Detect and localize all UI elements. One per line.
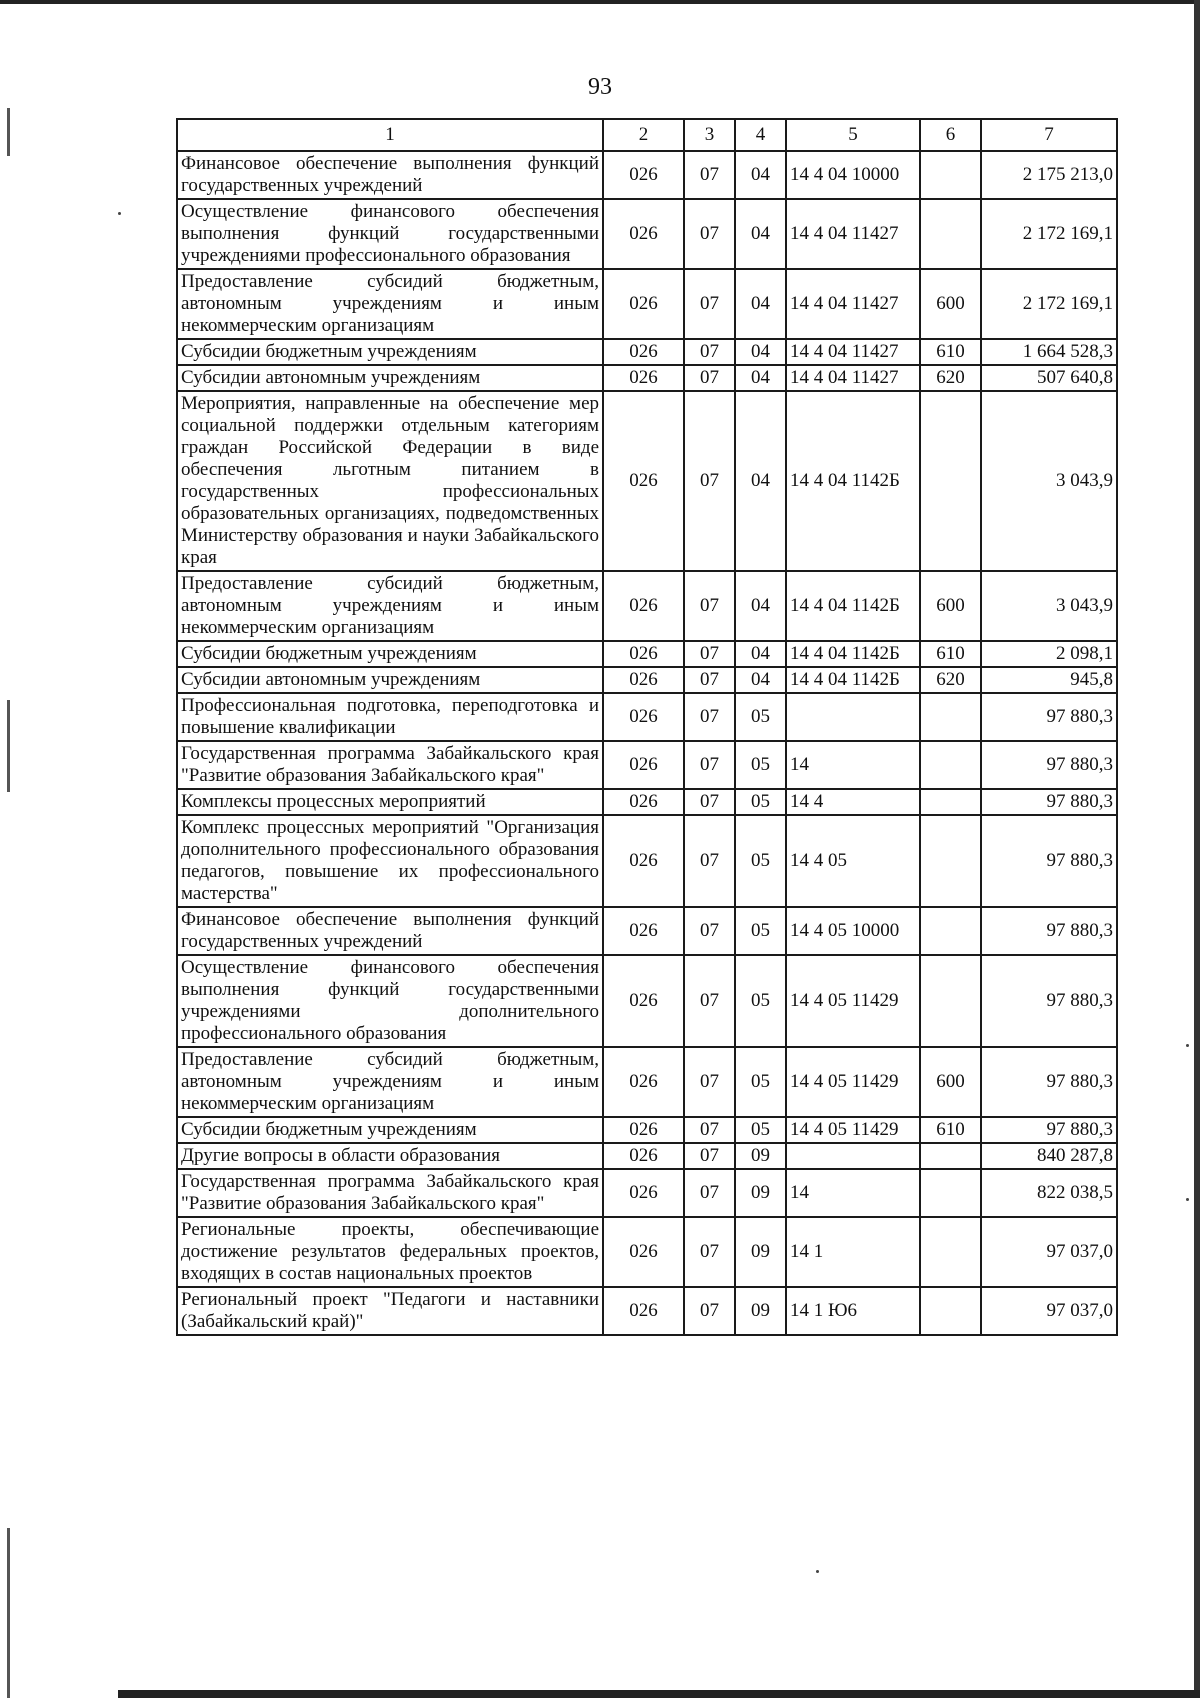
table-row	[177, 955, 1117, 1047]
row-section-code: 07	[684, 1217, 735, 1287]
row-expense-type: 600	[920, 571, 981, 641]
row-subsection-code: 04	[735, 199, 786, 269]
row-grbs-code: 026	[603, 571, 684, 641]
column-header: 7	[981, 119, 1117, 151]
row-grbs-code: 026	[603, 667, 684, 693]
page-number: 93	[588, 74, 612, 100]
scan-border-right	[1194, 0, 1200, 1698]
row-amount: 97 880,3	[981, 907, 1117, 955]
table-row	[177, 1169, 1117, 1217]
column-header: 1	[177, 119, 603, 151]
row-subsection-code: 04	[735, 571, 786, 641]
row-expense-type	[920, 741, 981, 789]
row-section-code: 07	[684, 1287, 735, 1335]
row-grbs-code: 026	[603, 789, 684, 815]
table-row	[177, 1143, 1117, 1169]
scan-border-top	[0, 0, 1200, 4]
table-row	[177, 907, 1117, 955]
row-section-code: 07	[684, 789, 735, 815]
table-row	[177, 199, 1117, 269]
row-name: Комплекс процессных мероприятий "Организация дополнительного профессионального образования педагогов, повышение их профессионального мастерства"	[177, 815, 603, 907]
row-expense-type	[920, 1217, 981, 1287]
row-target-article: 14 4 04 11427	[786, 199, 920, 269]
table-row	[177, 269, 1117, 339]
row-grbs-code: 026	[603, 907, 684, 955]
row-name: Государственная программа Забайкальского края "Развитие образования Забайкальского края"	[177, 741, 603, 789]
table-row	[177, 1047, 1117, 1117]
row-expense-type	[920, 151, 981, 199]
scan-mark	[7, 1528, 10, 1698]
row-grbs-code: 026	[603, 815, 684, 907]
table-row	[177, 391, 1117, 571]
table-row	[177, 1287, 1117, 1335]
row-grbs-code: 026	[603, 1287, 684, 1335]
column-header: 3	[684, 119, 735, 151]
row-amount: 822 038,5	[981, 1169, 1117, 1217]
row-target-article: 14 4 04 11427	[786, 365, 920, 391]
row-target-article: 14 4 04 1142Б	[786, 667, 920, 693]
row-amount: 97 880,3	[981, 693, 1117, 741]
row-target-article: 14 4 05	[786, 815, 920, 907]
row-amount: 97 037,0	[981, 1217, 1117, 1287]
row-amount: 2 172 169,1	[981, 269, 1117, 339]
scan-mark	[7, 108, 10, 156]
row-grbs-code: 026	[603, 693, 684, 741]
row-section-code: 07	[684, 199, 735, 269]
row-expense-type	[920, 955, 981, 1047]
scan-border-bottom	[118, 1690, 1200, 1698]
row-name: Субсидии автономным учреждениям	[177, 667, 603, 693]
row-section-code: 07	[684, 955, 735, 1047]
row-subsection-code: 04	[735, 391, 786, 571]
row-grbs-code: 026	[603, 1047, 684, 1117]
row-name: Другие вопросы в области образования	[177, 1143, 603, 1169]
row-expense-type: 620	[920, 667, 981, 693]
row-section-code: 07	[684, 815, 735, 907]
row-name: Финансовое обеспечение выполнения функций государственных учреждений	[177, 151, 603, 199]
row-name: Предоставление субсидий бюджетным, автономным учреждениям и иным некоммерческим организациям	[177, 1047, 603, 1117]
row-amount: 2 175 213,0	[981, 151, 1117, 199]
row-target-article: 14 4 04 1142Б	[786, 571, 920, 641]
table-row	[177, 1217, 1117, 1287]
row-subsection-code: 04	[735, 641, 786, 667]
row-amount: 2 172 169,1	[981, 199, 1117, 269]
row-grbs-code: 026	[603, 955, 684, 1047]
row-section-code: 07	[684, 1117, 735, 1143]
row-subsection-code: 04	[735, 339, 786, 365]
row-amount: 97 880,3	[981, 815, 1117, 907]
scan-mark	[7, 700, 10, 792]
row-name: Региональный проект "Педагоги и наставники (Забайкальский край)"	[177, 1287, 603, 1335]
row-amount: 1 664 528,3	[981, 339, 1117, 365]
row-target-article: 14 4 04 11427	[786, 339, 920, 365]
row-target-article: 14 4 05 10000	[786, 907, 920, 955]
column-header: 2	[603, 119, 684, 151]
row-amount: 97 880,3	[981, 955, 1117, 1047]
row-section-code: 07	[684, 1047, 735, 1117]
row-target-article: 14 4 04 1142Б	[786, 641, 920, 667]
row-amount: 3 043,9	[981, 571, 1117, 641]
row-target-article: 14	[786, 741, 920, 789]
row-section-code: 07	[684, 1169, 735, 1217]
table-row	[177, 693, 1117, 741]
column-header: 6	[920, 119, 981, 151]
row-target-article: 14	[786, 1169, 920, 1217]
row-amount: 97 880,3	[981, 1117, 1117, 1143]
row-expense-type	[920, 693, 981, 741]
row-section-code: 07	[684, 391, 735, 571]
row-grbs-code: 026	[603, 269, 684, 339]
row-name: Комплексы процессных мероприятий	[177, 789, 603, 815]
row-expense-type	[920, 199, 981, 269]
row-amount: 2 098,1	[981, 641, 1117, 667]
table-row	[177, 339, 1117, 365]
row-name: Региональные проекты, обеспечивающие достижение результатов федеральных проектов, входящих в состав национальных проектов	[177, 1217, 603, 1287]
row-target-article: 14 4 05 11429	[786, 1117, 920, 1143]
row-target-article: 14 4 04 11427	[786, 269, 920, 339]
row-subsection-code: 05	[735, 789, 786, 815]
row-target-article: 14 4 04 1142Б	[786, 391, 920, 571]
row-subsection-code: 05	[735, 955, 786, 1047]
row-section-code: 07	[684, 907, 735, 955]
row-subsection-code: 04	[735, 667, 786, 693]
row-target-article: 14 4 05 11429	[786, 955, 920, 1047]
row-name: Субсидии бюджетным учреждениям	[177, 1117, 603, 1143]
row-name: Субсидии бюджетным учреждениям	[177, 641, 603, 667]
row-amount: 507 640,8	[981, 365, 1117, 391]
table-body	[177, 151, 1117, 1335]
row-name: Государственная программа Забайкальского края "Развитие образования Забайкальского края"	[177, 1169, 603, 1217]
row-section-code: 07	[684, 151, 735, 199]
row-grbs-code: 026	[603, 391, 684, 571]
row-amount: 3 043,9	[981, 391, 1117, 571]
row-subsection-code: 09	[735, 1287, 786, 1335]
scan-speck	[816, 1570, 819, 1573]
row-subsection-code: 04	[735, 269, 786, 339]
row-expense-type: 610	[920, 339, 981, 365]
row-name: Финансовое обеспечение выполнения функций государственных учреждений	[177, 907, 603, 955]
row-grbs-code: 026	[603, 1217, 684, 1287]
row-name: Субсидии бюджетным учреждениям	[177, 339, 603, 365]
row-target-article: 14 4 04 10000	[786, 151, 920, 199]
row-expense-type	[920, 1169, 981, 1217]
column-header: 4	[735, 119, 786, 151]
row-amount: 97 880,3	[981, 789, 1117, 815]
row-target-article: 14 4	[786, 789, 920, 815]
row-name: Осуществление финансового обеспечения выполнения функций государственными учреждениями дополнительного профессионального образования	[177, 955, 603, 1047]
row-expense-type: 610	[920, 641, 981, 667]
row-target-article: 14 1	[786, 1217, 920, 1287]
scan-speck	[118, 212, 121, 215]
table-row	[177, 571, 1117, 641]
row-grbs-code: 026	[603, 641, 684, 667]
row-expense-type: 600	[920, 269, 981, 339]
row-subsection-code: 05	[735, 1047, 786, 1117]
scan-speck	[1186, 1198, 1189, 1201]
row-subsection-code: 05	[735, 693, 786, 741]
row-section-code: 07	[684, 667, 735, 693]
row-target-article	[786, 693, 920, 741]
row-grbs-code: 026	[603, 199, 684, 269]
row-subsection-code: 09	[735, 1169, 786, 1217]
row-amount: 97 880,3	[981, 741, 1117, 789]
row-subsection-code: 04	[735, 151, 786, 199]
table-row	[177, 667, 1117, 693]
row-grbs-code: 026	[603, 339, 684, 365]
row-expense-type	[920, 1287, 981, 1335]
row-grbs-code: 026	[603, 1169, 684, 1217]
row-expense-type: 600	[920, 1047, 981, 1117]
row-grbs-code: 026	[603, 365, 684, 391]
row-section-code: 07	[684, 571, 735, 641]
row-name: Предоставление субсидий бюджетным, автономным учреждениям и иным некоммерческим организациям	[177, 571, 603, 641]
scan-speck	[1186, 1044, 1189, 1047]
row-name: Субсидии автономным учреждениям	[177, 365, 603, 391]
row-expense-type: 610	[920, 1117, 981, 1143]
row-section-code: 07	[684, 365, 735, 391]
column-header: 5	[786, 119, 920, 151]
table-row	[177, 365, 1117, 391]
row-section-code: 07	[684, 269, 735, 339]
table-header-row	[177, 119, 1117, 151]
row-section-code: 07	[684, 741, 735, 789]
row-expense-type	[920, 789, 981, 815]
row-target-article	[786, 1143, 920, 1169]
row-target-article: 14 4 05 11429	[786, 1047, 920, 1117]
table-row	[177, 641, 1117, 667]
row-name: Мероприятия, направленные на обеспечение мер социальной поддержки отдельным категориям граждан Российской Федерации в виде обеспечения льготным питанием в государственных профессиональных образовательных организациях, подведомственных Министерству образования и науки Забайкальского края	[177, 391, 603, 571]
row-subsection-code: 04	[735, 365, 786, 391]
row-expense-type	[920, 815, 981, 907]
table-row	[177, 741, 1117, 789]
table-row	[177, 151, 1117, 199]
budget-table	[176, 118, 1118, 1336]
row-expense-type	[920, 391, 981, 571]
row-amount: 97 037,0	[981, 1287, 1117, 1335]
row-grbs-code: 026	[603, 1117, 684, 1143]
row-name: Профессиональная подготовка, переподготовка и повышение квалификации	[177, 693, 603, 741]
table-row	[177, 789, 1117, 815]
row-grbs-code: 026	[603, 1143, 684, 1169]
row-name: Предоставление субсидий бюджетным, автономным учреждениям и иным некоммерческим организациям	[177, 269, 603, 339]
table-row	[177, 815, 1117, 907]
row-subsection-code: 09	[735, 1217, 786, 1287]
row-expense-type	[920, 907, 981, 955]
row-subsection-code: 05	[735, 815, 786, 907]
row-section-code: 07	[684, 641, 735, 667]
row-amount: 840 287,8	[981, 1143, 1117, 1169]
table-row	[177, 1117, 1117, 1143]
row-section-code: 07	[684, 693, 735, 741]
row-section-code: 07	[684, 1143, 735, 1169]
row-target-article: 14 1 Ю6	[786, 1287, 920, 1335]
row-expense-type	[920, 1143, 981, 1169]
row-subsection-code: 05	[735, 1117, 786, 1143]
row-section-code: 07	[684, 339, 735, 365]
row-amount: 945,8	[981, 667, 1117, 693]
row-expense-type: 620	[920, 365, 981, 391]
row-subsection-code: 05	[735, 907, 786, 955]
row-grbs-code: 026	[603, 741, 684, 789]
row-name: Осуществление финансового обеспечения выполнения функций государственными учреждениями профессионального образования	[177, 199, 603, 269]
row-amount: 97 880,3	[981, 1047, 1117, 1117]
row-subsection-code: 09	[735, 1143, 786, 1169]
row-subsection-code: 05	[735, 741, 786, 789]
row-grbs-code: 026	[603, 151, 684, 199]
